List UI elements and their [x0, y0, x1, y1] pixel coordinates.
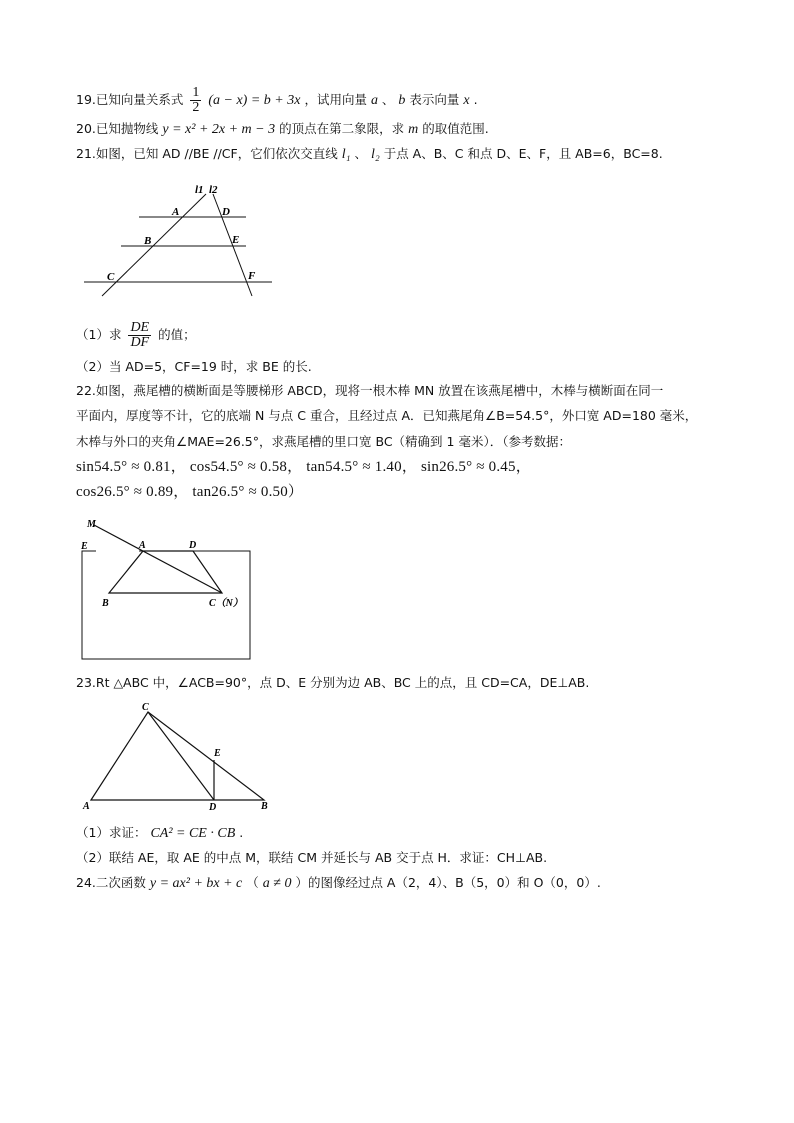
- q19-end: .: [473, 92, 478, 107]
- q22-line3: 木棒与外口的夹角∠MAE=26.5°，求燕尾槽的里口宽 BC（精确到 1 毫米）．（参考数据：: [76, 434, 571, 449]
- label-l1: l1: [195, 184, 204, 196]
- label-m: M: [87, 519, 96, 530]
- label-d: D: [222, 206, 230, 218]
- label-e22: E: [81, 541, 88, 552]
- q21-part1-prefix: （1）求: [76, 327, 122, 342]
- q21-text2: 于点 A、B、C 和点 D、E、F，且 AB=6，BC=8.: [383, 146, 663, 161]
- line-l1: [102, 194, 206, 296]
- question-23: 23.Rt △ABC 中，∠ACB=90°，点 D、E 分别为边 AB、BC 上的点，且 CD=CA，DE⊥AB.: [76, 675, 590, 690]
- q21-frac-num: DE: [130, 320, 150, 335]
- label-a22: A: [139, 540, 146, 551]
- q23-part1: [76, 823, 243, 844]
- q19-vector-a: a: [370, 93, 378, 108]
- q24-formula: y = ax² + bx + c: [149, 876, 243, 891]
- q19-suffix2: 表示向量: [409, 92, 460, 107]
- q19-frac-den: 2: [192, 100, 200, 115]
- q19-frac-num: 1: [192, 85, 200, 100]
- label-a: A: [172, 206, 180, 218]
- q20-suffix: 的取值范围.: [422, 121, 489, 136]
- label-b: B: [144, 235, 152, 247]
- q24-prefix: 24.二次函数: [76, 875, 146, 890]
- label-c: C: [107, 271, 115, 283]
- q22-line4: sin54.5° ≈ 0.81， cos54.5° ≈ 0.58， tan54.5° ≈ 1.40， sin26.5° ≈ 0.45，: [76, 459, 531, 475]
- q22-figure: [76, 515, 266, 665]
- label-e: E: [232, 234, 240, 246]
- q19-suffix1: ，试用向量: [304, 92, 367, 107]
- question-20: [76, 119, 489, 140]
- q21-part1: [76, 320, 196, 350]
- label-b23: B: [261, 801, 268, 812]
- q21-part1-suffix: 的值；: [158, 327, 196, 342]
- q23-figure: [76, 698, 276, 813]
- stick-mn: [94, 525, 222, 593]
- q24-cond-open: （: [246, 875, 259, 890]
- q19-vector-b: b: [398, 93, 406, 108]
- label-a23: A: [83, 801, 90, 812]
- q21-frac-den: DF: [130, 335, 150, 350]
- q21-figure: [76, 180, 286, 300]
- q19-separator: 、: [381, 92, 395, 107]
- q22-line1: 22.如图，燕尾槽的横断面是等腰梯形 ABCD，现将一根木棒 MN 放置在该燕尾槽中，木棒与横断面在同一: [76, 383, 664, 398]
- q22-line2: 平面内，厚度等不计，它的底端 N 与点 C 重合，且经过点 A．已知燕尾角∠B=54.5°，外口宽 AD=180 毫米，: [76, 408, 698, 423]
- q24-condition: a ≠ 0: [262, 876, 292, 891]
- label-d22: D: [189, 540, 197, 551]
- q24-suffix: ）的图像经过点 A（2，4）、B（5，0）和 O（0，0）.: [295, 875, 601, 890]
- label-f: F: [248, 270, 256, 282]
- label-c23: C: [142, 702, 149, 713]
- q23-part1-suffix: .: [239, 825, 244, 840]
- q19-vector-expression: (a − x) = b + 3x: [208, 93, 301, 108]
- q21-text1: 21.如图，已知 AD //BE //CF，它们依次交直线: [76, 146, 338, 161]
- q19-prefix: 19.已知向量关系式: [76, 92, 184, 107]
- triangle-abc: [91, 712, 264, 800]
- q23-part2: （2）联结 AE，取 AE 的中点 M，联结 CM 并延长与 AB 交于点 H．求证：CH⊥AB.: [76, 850, 548, 865]
- segment-cd: [148, 712, 214, 800]
- q20-middle: 的顶点在第二象限，求: [279, 121, 405, 136]
- q19-vector-x: x: [463, 93, 470, 108]
- label-e23: E: [214, 748, 221, 759]
- label-b22: B: [102, 598, 109, 609]
- q23-part1-prefix: （1）求证：: [76, 825, 147, 840]
- question-21: [76, 144, 663, 165]
- trapezoid-abcd: [109, 551, 222, 593]
- q23-part1-formula: CA² = CE · CB: [150, 826, 236, 841]
- q20-prefix: 20.已知抛物线: [76, 121, 159, 136]
- q21-part2: （2）当 AD=5，CF=19 时，求 BE 的长.: [76, 359, 312, 374]
- label-d23: D: [209, 802, 217, 813]
- q21-separator: 、: [354, 146, 367, 161]
- q20-parabola-formula: y = x² + 2x + m − 3: [162, 122, 276, 137]
- q21-part1-fraction: [128, 321, 151, 350]
- q19-fraction: [190, 86, 201, 115]
- label-l2: l2: [209, 184, 218, 196]
- q21-line-l1: l₁: [341, 147, 351, 162]
- q22-line5: cos26.5° ≈ 0.89， tan26.5° ≈ 0.50）: [76, 484, 304, 500]
- q21-line-l2: l₂: [370, 147, 380, 162]
- question-19: [76, 86, 478, 115]
- label-c-n: C（N）: [209, 598, 243, 609]
- question-24: [76, 873, 601, 894]
- q20-variable: m: [408, 122, 419, 137]
